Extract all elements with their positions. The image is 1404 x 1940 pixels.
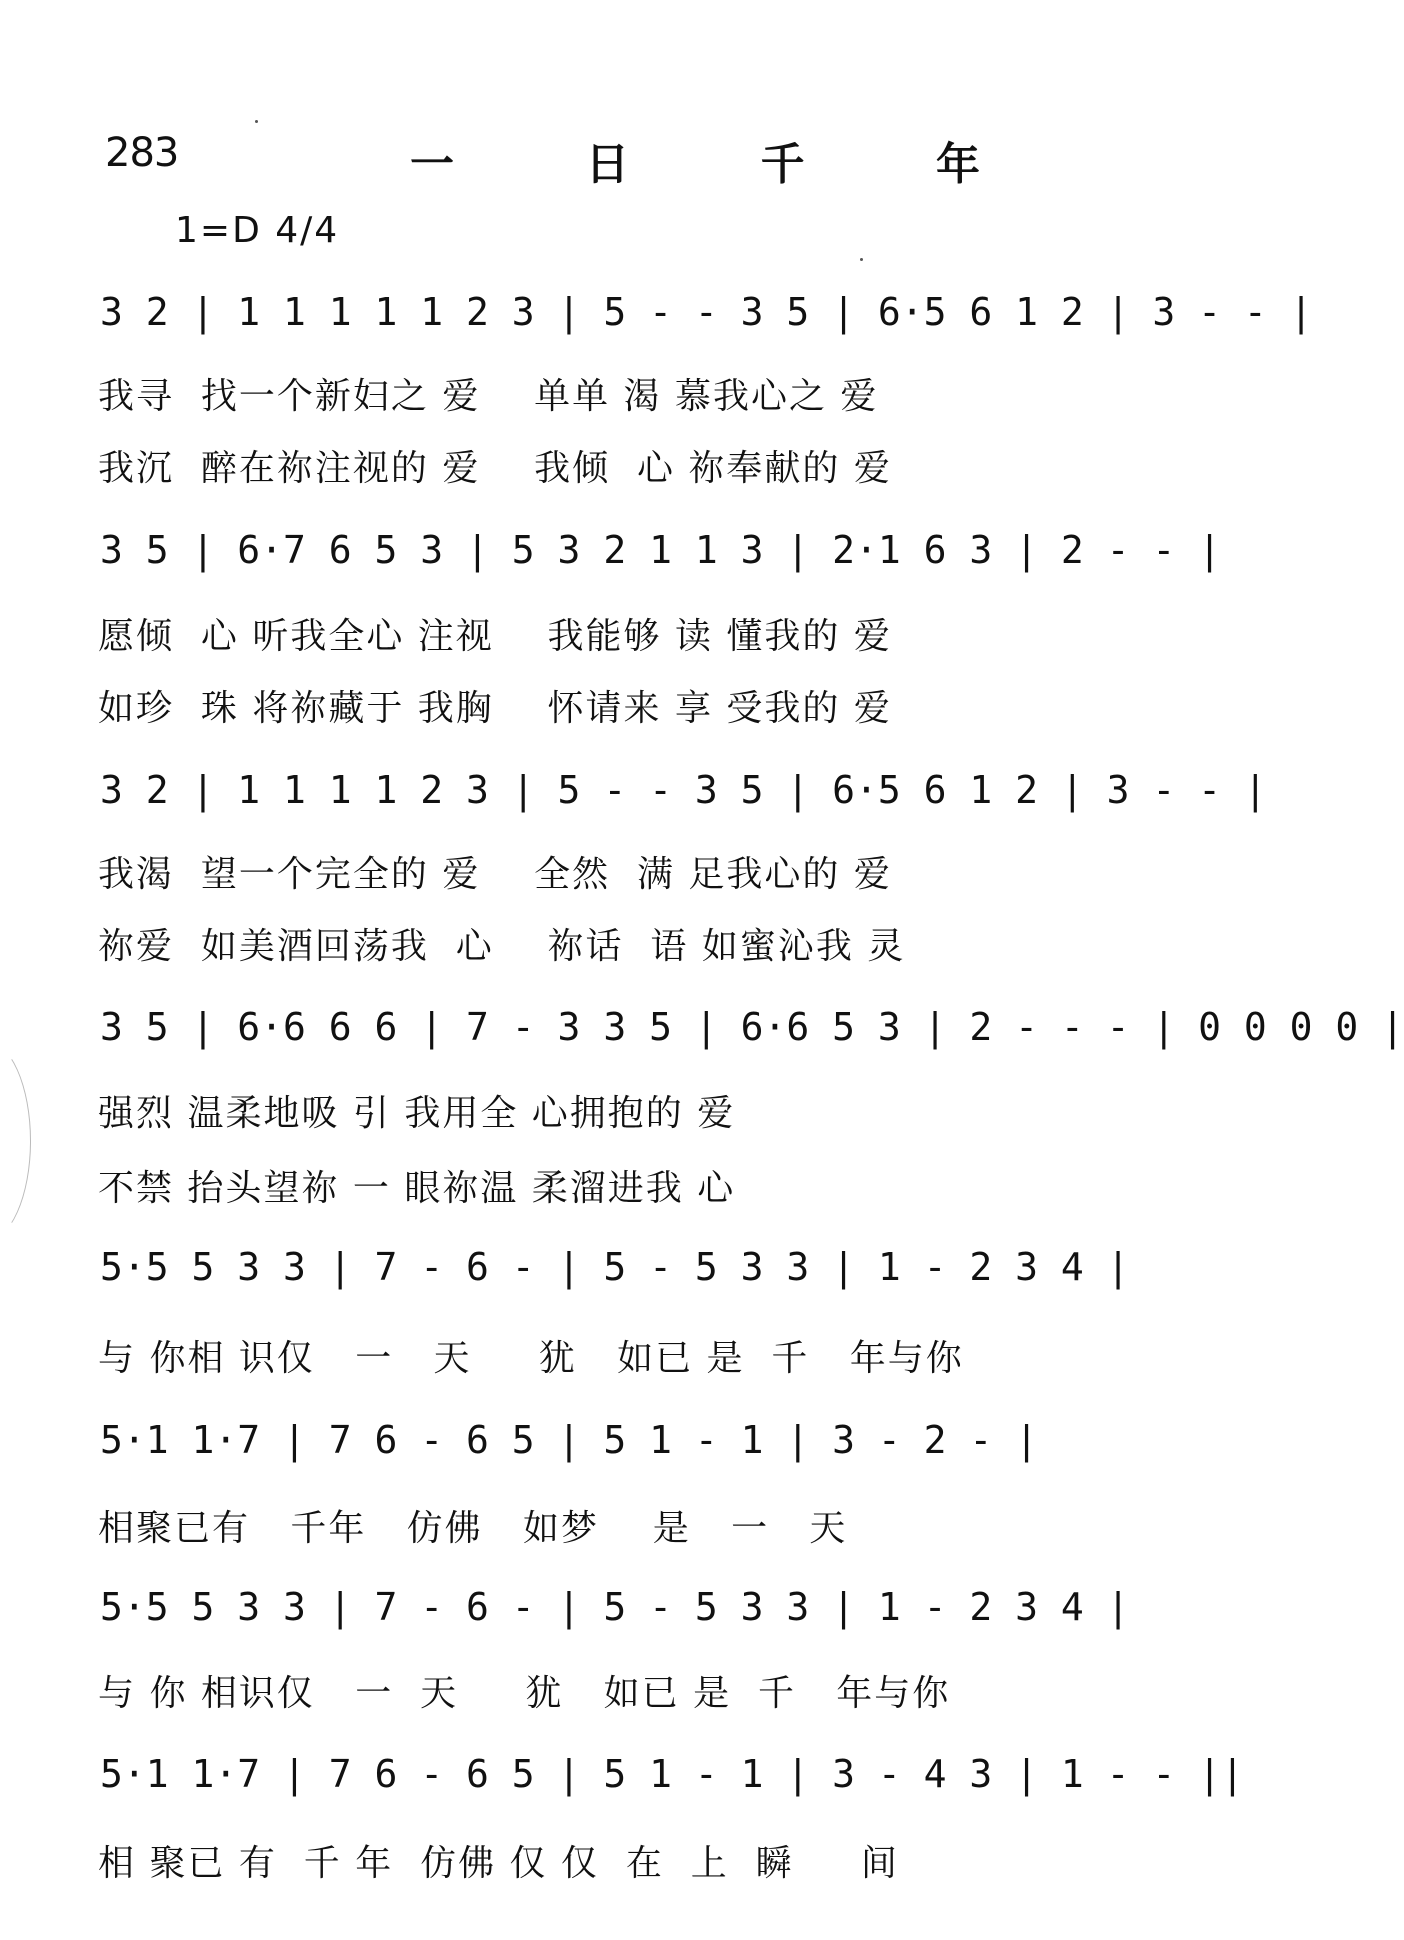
notation-line: 3 5 | 6·7 6 5 3 | 5 3 2 1 1 3 | 2·1 6 3 | 2 - - | xyxy=(100,528,1222,572)
lyric-line: 与 你 相识仅 一 天 犹 如已 是 千 年与你 xyxy=(98,1673,951,1714)
key-signature: 1=D 4/4 xyxy=(175,210,340,251)
notation-line: 3 2 | 1 1 1 1 1 2 3 | 5 - - 3 5 | 6·5 6 1 2 | 3 - - | xyxy=(100,290,1313,334)
lyric-line: 祢爱 如美酒回荡我 心 祢话 语 如蜜沁我 灵 xyxy=(98,926,906,967)
lyric-line: 我寻 找一个新妇之 爱 单单 渴 慕我心之 爱 xyxy=(98,376,879,417)
lyric-line: 与 你相 识仅 一 天 犹 如已 是 千 年与你 xyxy=(98,1338,964,1379)
notation-line: 5·1 1·7 | 7 6 - 6 5 | 5 1 - 1 | 3 - 2 - | xyxy=(100,1418,1038,1462)
lyric-line: 强烈 温柔地吸 引 我用全 心拥抱的 爱 xyxy=(98,1093,736,1134)
lyric-line: 愿倾 心 听我全心 注视 我能够 读 懂我的 爱 xyxy=(98,616,892,657)
lyric-line: 相 聚已 有 千 年 仿佛 仅 仅 在 上 瞬 间 xyxy=(98,1843,899,1884)
notation-line: 5·5 5 3 3 | 7 - 6 - | 5 - 5 3 3 | 1 - 2 3 4 | xyxy=(100,1585,1130,1629)
notation-line: 5·5 5 3 3 | 7 - 6 - | 5 - 5 3 3 | 1 - 2 3 4 | xyxy=(100,1245,1130,1289)
lyric-line: 不禁 抬头望祢 一 眼祢温 柔溜进我 心 xyxy=(98,1168,736,1209)
notation-line: 5·1 1·7 | 7 6 - 6 5 | 5 1 - 1 | 3 - 4 3 | 1 - - || xyxy=(100,1752,1244,1796)
notation-line: 3 2 | 1 1 1 1 2 3 | 5 - - 3 5 | 6·5 6 1 2 | 3 - - | xyxy=(100,768,1267,812)
notation-line: 3 5 | 6·6 6 6 | 7 - 3 3 5 | 6·6 5 3 | 2 - - - | 0 0 0 0 | xyxy=(100,1005,1404,1049)
scan-speck xyxy=(255,120,258,123)
lyric-line: 如珍 珠 将祢藏于 我胸 怀请来 享 受我的 爱 xyxy=(98,688,892,729)
lyric-line: 我沉 醉在祢注视的 爱 我倾 心 祢奉献的 爱 xyxy=(98,448,892,489)
scan-edge-mark xyxy=(0,1040,31,1242)
scan-speck xyxy=(860,258,863,261)
song-number: 283 xyxy=(105,130,179,176)
song-title: 一 日 千 年 xyxy=(410,139,1038,190)
lyric-line: 相聚已有 千年 仿佛 如梦 是 一 天 xyxy=(98,1508,848,1549)
lyric-line: 我渴 望一个完全的 爱 全然 满 足我心的 爱 xyxy=(98,854,892,895)
